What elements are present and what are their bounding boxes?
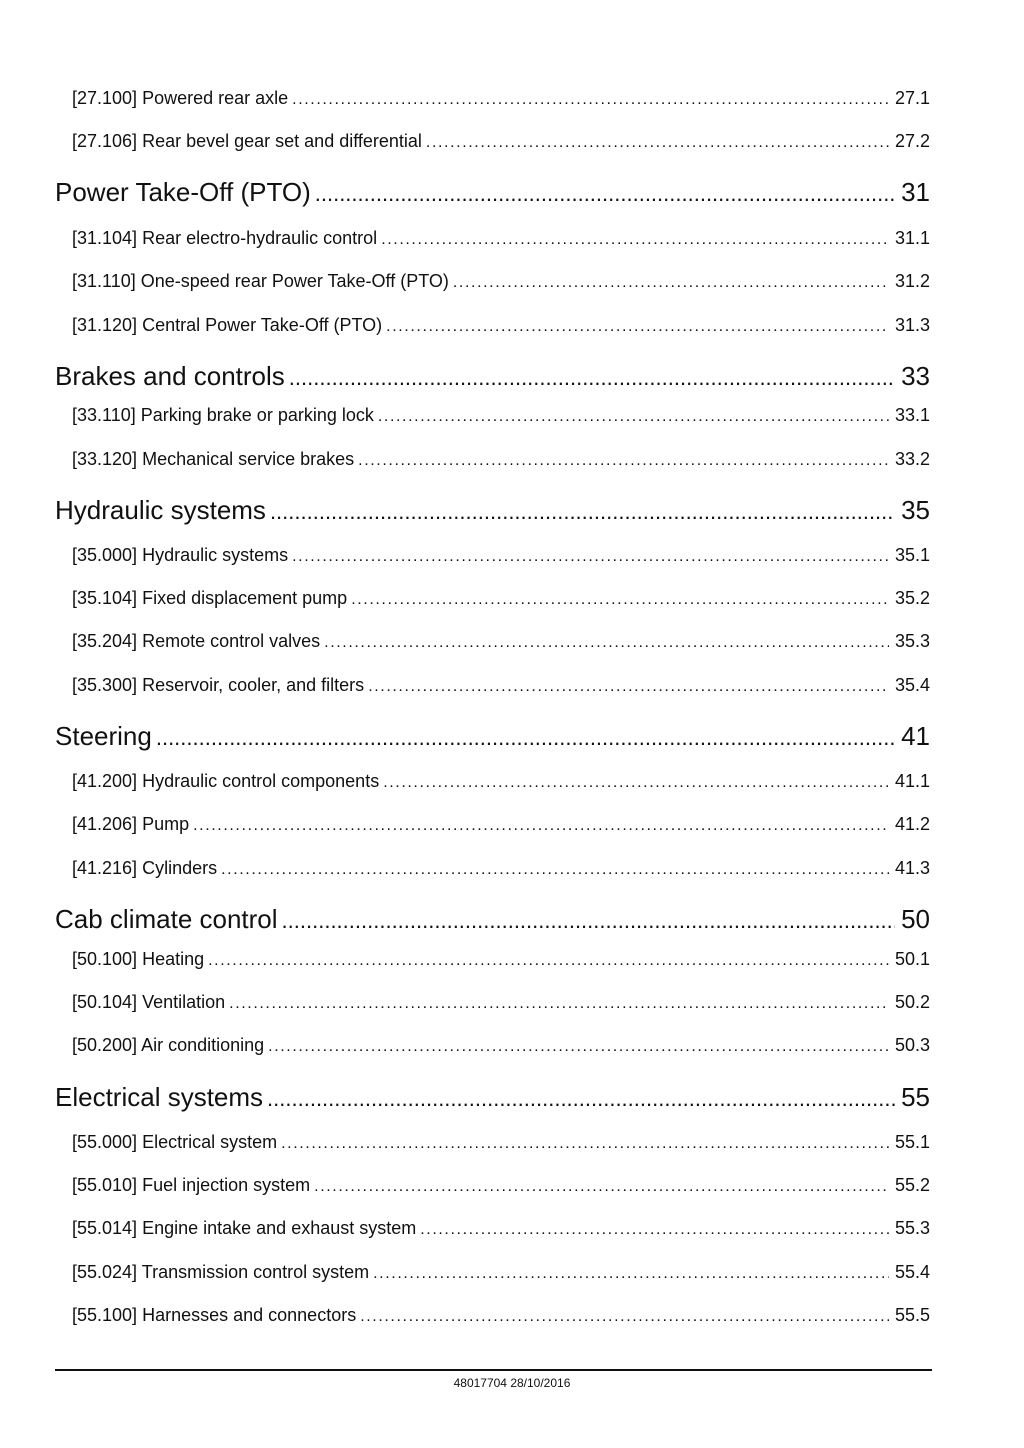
toc-page-number: 41.1 — [894, 771, 930, 791]
toc-entry-title — [72, 675, 364, 696]
toc-entry-title — [72, 1035, 264, 1056]
toc-entry-code: [35.204] — [72, 631, 138, 651]
toc-page-number: 31 — [901, 177, 930, 207]
toc-entry-title — [72, 545, 288, 566]
leader-dots — [156, 721, 895, 752]
toc-entry-title — [72, 228, 377, 249]
toc-entry-label: Reservoir, cooler, and filters — [142, 675, 365, 695]
toc-entry-title — [72, 814, 189, 835]
toc-entry-label: Fixed displacement pump — [142, 588, 348, 608]
toc-section-entry[interactable] — [0, 495, 1024, 526]
toc-entry-title — [72, 271, 449, 292]
toc-page-number: 35.1 — [894, 545, 930, 565]
toc-entry[interactable] — [0, 1218, 1024, 1239]
toc-page-number: 31.1 — [894, 228, 930, 248]
toc-entry-code: [41.216] — [72, 858, 138, 878]
leader-dots — [193, 817, 889, 835]
toc-entry-title — [72, 88, 288, 109]
toc-entry[interactable] — [0, 631, 1024, 652]
toc-section-title: Brakes and controls — [55, 361, 285, 391]
toc-page-number: 55 — [901, 1082, 930, 1112]
toc-entry[interactable] — [0, 588, 1024, 609]
toc-page-number: 27.1 — [894, 88, 930, 108]
toc-entry-code: [55.010] — [72, 1175, 138, 1195]
toc-page-number: 50.2 — [894, 992, 930, 1012]
toc-entry-code: [33.120] — [72, 449, 138, 469]
toc-section-title: Cab climate control — [55, 904, 278, 934]
toc-entry-label: Ventilation — [142, 992, 226, 1012]
toc-entry-label: Parking brake or parking lock — [140, 405, 374, 425]
toc-entry-title — [72, 1262, 369, 1283]
toc-page-number: 55.2 — [894, 1175, 930, 1195]
toc-entry[interactable] — [0, 405, 1024, 426]
toc-entry-title — [72, 1175, 310, 1196]
toc-entry-code: [50.200] — [72, 1035, 138, 1055]
leader-dots — [420, 1221, 889, 1239]
toc-entry-label: Rear bevel gear set and differential — [142, 131, 422, 151]
toc-entry[interactable] — [0, 992, 1024, 1013]
leader-dots — [351, 591, 889, 609]
toc-entry-code: [55.024] — [72, 1262, 138, 1282]
toc-entry-title — [72, 771, 379, 792]
toc-entry[interactable] — [0, 1305, 1024, 1326]
leader-dots — [373, 1265, 889, 1283]
leader-dots — [383, 774, 889, 792]
toc-entry-code: [31.120] — [72, 315, 138, 335]
toc-entry-label: Mechanical service brakes — [142, 449, 355, 469]
toc-entry[interactable] — [0, 858, 1024, 879]
toc-section-entry[interactable] — [0, 904, 1024, 935]
leader-dots — [281, 1135, 889, 1153]
leader-dots — [453, 274, 889, 292]
toc-entry-label: Powered rear axle — [142, 88, 289, 108]
toc-entry-title — [72, 405, 374, 426]
toc-entry[interactable] — [0, 771, 1024, 792]
toc-entry[interactable] — [0, 315, 1024, 336]
leader-dots — [289, 361, 895, 392]
toc-entry-label: Hydraulic control components — [142, 771, 380, 791]
toc-entry-label: Rear electro-hydraulic control — [142, 228, 378, 248]
toc-entry-label: Cylinders — [142, 858, 218, 878]
toc-entry-label: Engine intake and exhaust system — [142, 1218, 417, 1238]
toc-entry-label: Transmission control system — [141, 1262, 370, 1282]
toc-page-number: 55.3 — [894, 1218, 930, 1238]
toc-entry-label: Heating — [142, 949, 205, 969]
toc-entry-code: [31.110] — [72, 271, 136, 291]
toc-entry-code: [41.200] — [72, 771, 138, 791]
toc-entry[interactable] — [0, 1262, 1024, 1283]
toc-page-number: 55.1 — [894, 1132, 930, 1152]
toc-page-number: 31.2 — [894, 271, 930, 291]
toc-entry-label: One-speed rear Power Take-Off (PTO) — [140, 271, 449, 291]
toc-entry-label: Fuel injection system — [142, 1175, 311, 1195]
toc-entry[interactable] — [0, 228, 1024, 249]
leader-dots — [292, 91, 889, 109]
toc-page-number: 33.1 — [894, 405, 930, 425]
toc-entry-label: Pump — [142, 814, 190, 834]
leader-dots — [282, 904, 896, 935]
toc-entry[interactable] — [0, 1035, 1024, 1056]
toc-page-number: 35.4 — [894, 675, 930, 695]
toc-entry[interactable] — [0, 545, 1024, 566]
toc-entry[interactable] — [0, 949, 1024, 970]
toc-page-number: 35.2 — [894, 588, 930, 608]
toc-page-number: 33.2 — [894, 449, 930, 469]
toc-entry[interactable] — [0, 88, 1024, 109]
leader-dots — [208, 952, 889, 970]
leader-dots — [378, 408, 889, 426]
toc-entry-code: [55.100] — [72, 1305, 138, 1325]
toc-section-title: Electrical systems — [55, 1082, 264, 1112]
toc-entry-title — [72, 1218, 416, 1239]
toc-entry-code: [31.104] — [72, 228, 138, 248]
toc-section-title: Steering — [55, 721, 152, 751]
toc-section-title: Power Take-Off (PTO) — [55, 177, 311, 207]
leader-dots — [292, 548, 889, 566]
leader-dots — [267, 1082, 895, 1113]
toc-entry-code: [50.104] — [72, 992, 138, 1012]
toc-entry-title — [72, 1132, 277, 1153]
toc-page-number: 35.3 — [894, 631, 930, 651]
footer-document-id: 48017704 28/10/2016 — [453, 1376, 571, 1390]
toc-entry-title — [72, 949, 204, 970]
toc-entry[interactable] — [0, 131, 1024, 152]
toc-entry-label: Electrical system — [142, 1132, 278, 1152]
leader-dots — [221, 861, 889, 879]
toc-entry[interactable] — [0, 675, 1024, 696]
toc-entry-code: [27.106] — [72, 131, 138, 151]
toc-entry-label: Central Power Take-Off (PTO) — [142, 315, 383, 335]
toc-entry-label: Remote control valves — [142, 631, 321, 651]
toc-entry-code: [50.100] — [72, 949, 138, 969]
leader-dots — [426, 134, 889, 152]
toc-entry-code: [35.104] — [72, 588, 138, 608]
toc-section-entry[interactable] — [0, 177, 1024, 208]
toc-entry-title — [72, 1305, 356, 1326]
leader-dots — [381, 231, 889, 249]
toc-section-title: Hydraulic systems — [55, 495, 266, 525]
toc-entry-label: Air conditioning — [141, 1035, 265, 1055]
leader-dots — [386, 318, 889, 336]
toc-section-entry[interactable] — [0, 361, 1024, 392]
toc-entry-code: [55.000] — [72, 1132, 138, 1152]
toc-page-number: 41.3 — [894, 858, 930, 878]
leader-dots — [324, 634, 889, 652]
toc-entry[interactable] — [0, 1175, 1024, 1196]
leader-dots — [358, 452, 889, 470]
toc-entry-label: Harnesses and connectors — [142, 1305, 357, 1325]
toc-entry[interactable] — [0, 271, 1024, 292]
toc-section-entry[interactable] — [0, 721, 1024, 752]
toc-entry-code: [33.110] — [72, 405, 136, 425]
toc-page-number: 41 — [901, 721, 930, 751]
leader-dots — [229, 995, 889, 1013]
toc-entry-code: [41.206] — [72, 814, 138, 834]
toc-entry-code: [55.014] — [72, 1218, 138, 1238]
toc-entry-code: [35.000] — [72, 545, 138, 565]
leader-dots — [314, 1178, 889, 1196]
toc-page-number: 35 — [901, 495, 930, 525]
toc-page-number: 55.5 — [894, 1305, 930, 1325]
toc-entry-label: Hydraulic systems — [142, 545, 289, 565]
footer-rule — [55, 1369, 932, 1371]
toc-page-number: 50 — [901, 904, 930, 934]
toc-page-number: 50.3 — [894, 1035, 930, 1055]
toc-entry-title — [72, 449, 354, 470]
toc-page-number: 31.3 — [894, 315, 930, 335]
leader-dots — [360, 1308, 889, 1326]
toc-entry-code: [27.100] — [72, 88, 138, 108]
toc-entry-title — [72, 992, 225, 1013]
toc-entry[interactable] — [0, 1132, 1024, 1153]
toc-entry-title — [72, 315, 382, 336]
toc-entry[interactable] — [0, 449, 1024, 470]
toc-entry-code: [35.300] — [72, 675, 138, 695]
toc-entry-title — [72, 131, 422, 152]
toc-page-number: 41.2 — [894, 814, 930, 834]
toc-page-number: 27.2 — [894, 131, 930, 151]
toc-entry-title — [72, 588, 347, 609]
leader-dots — [315, 177, 895, 208]
toc-page-number: 55.4 — [894, 1262, 930, 1282]
leader-dots — [268, 1038, 889, 1056]
toc-entry-title — [72, 631, 320, 652]
toc-entry-title — [72, 858, 217, 879]
toc-page-number: 33 — [901, 361, 930, 391]
leader-dots — [368, 678, 889, 696]
toc-section-entry[interactable] — [0, 1082, 1024, 1113]
toc-entry[interactable] — [0, 814, 1024, 835]
leader-dots — [270, 495, 895, 526]
toc-page-number: 50.1 — [894, 949, 930, 969]
